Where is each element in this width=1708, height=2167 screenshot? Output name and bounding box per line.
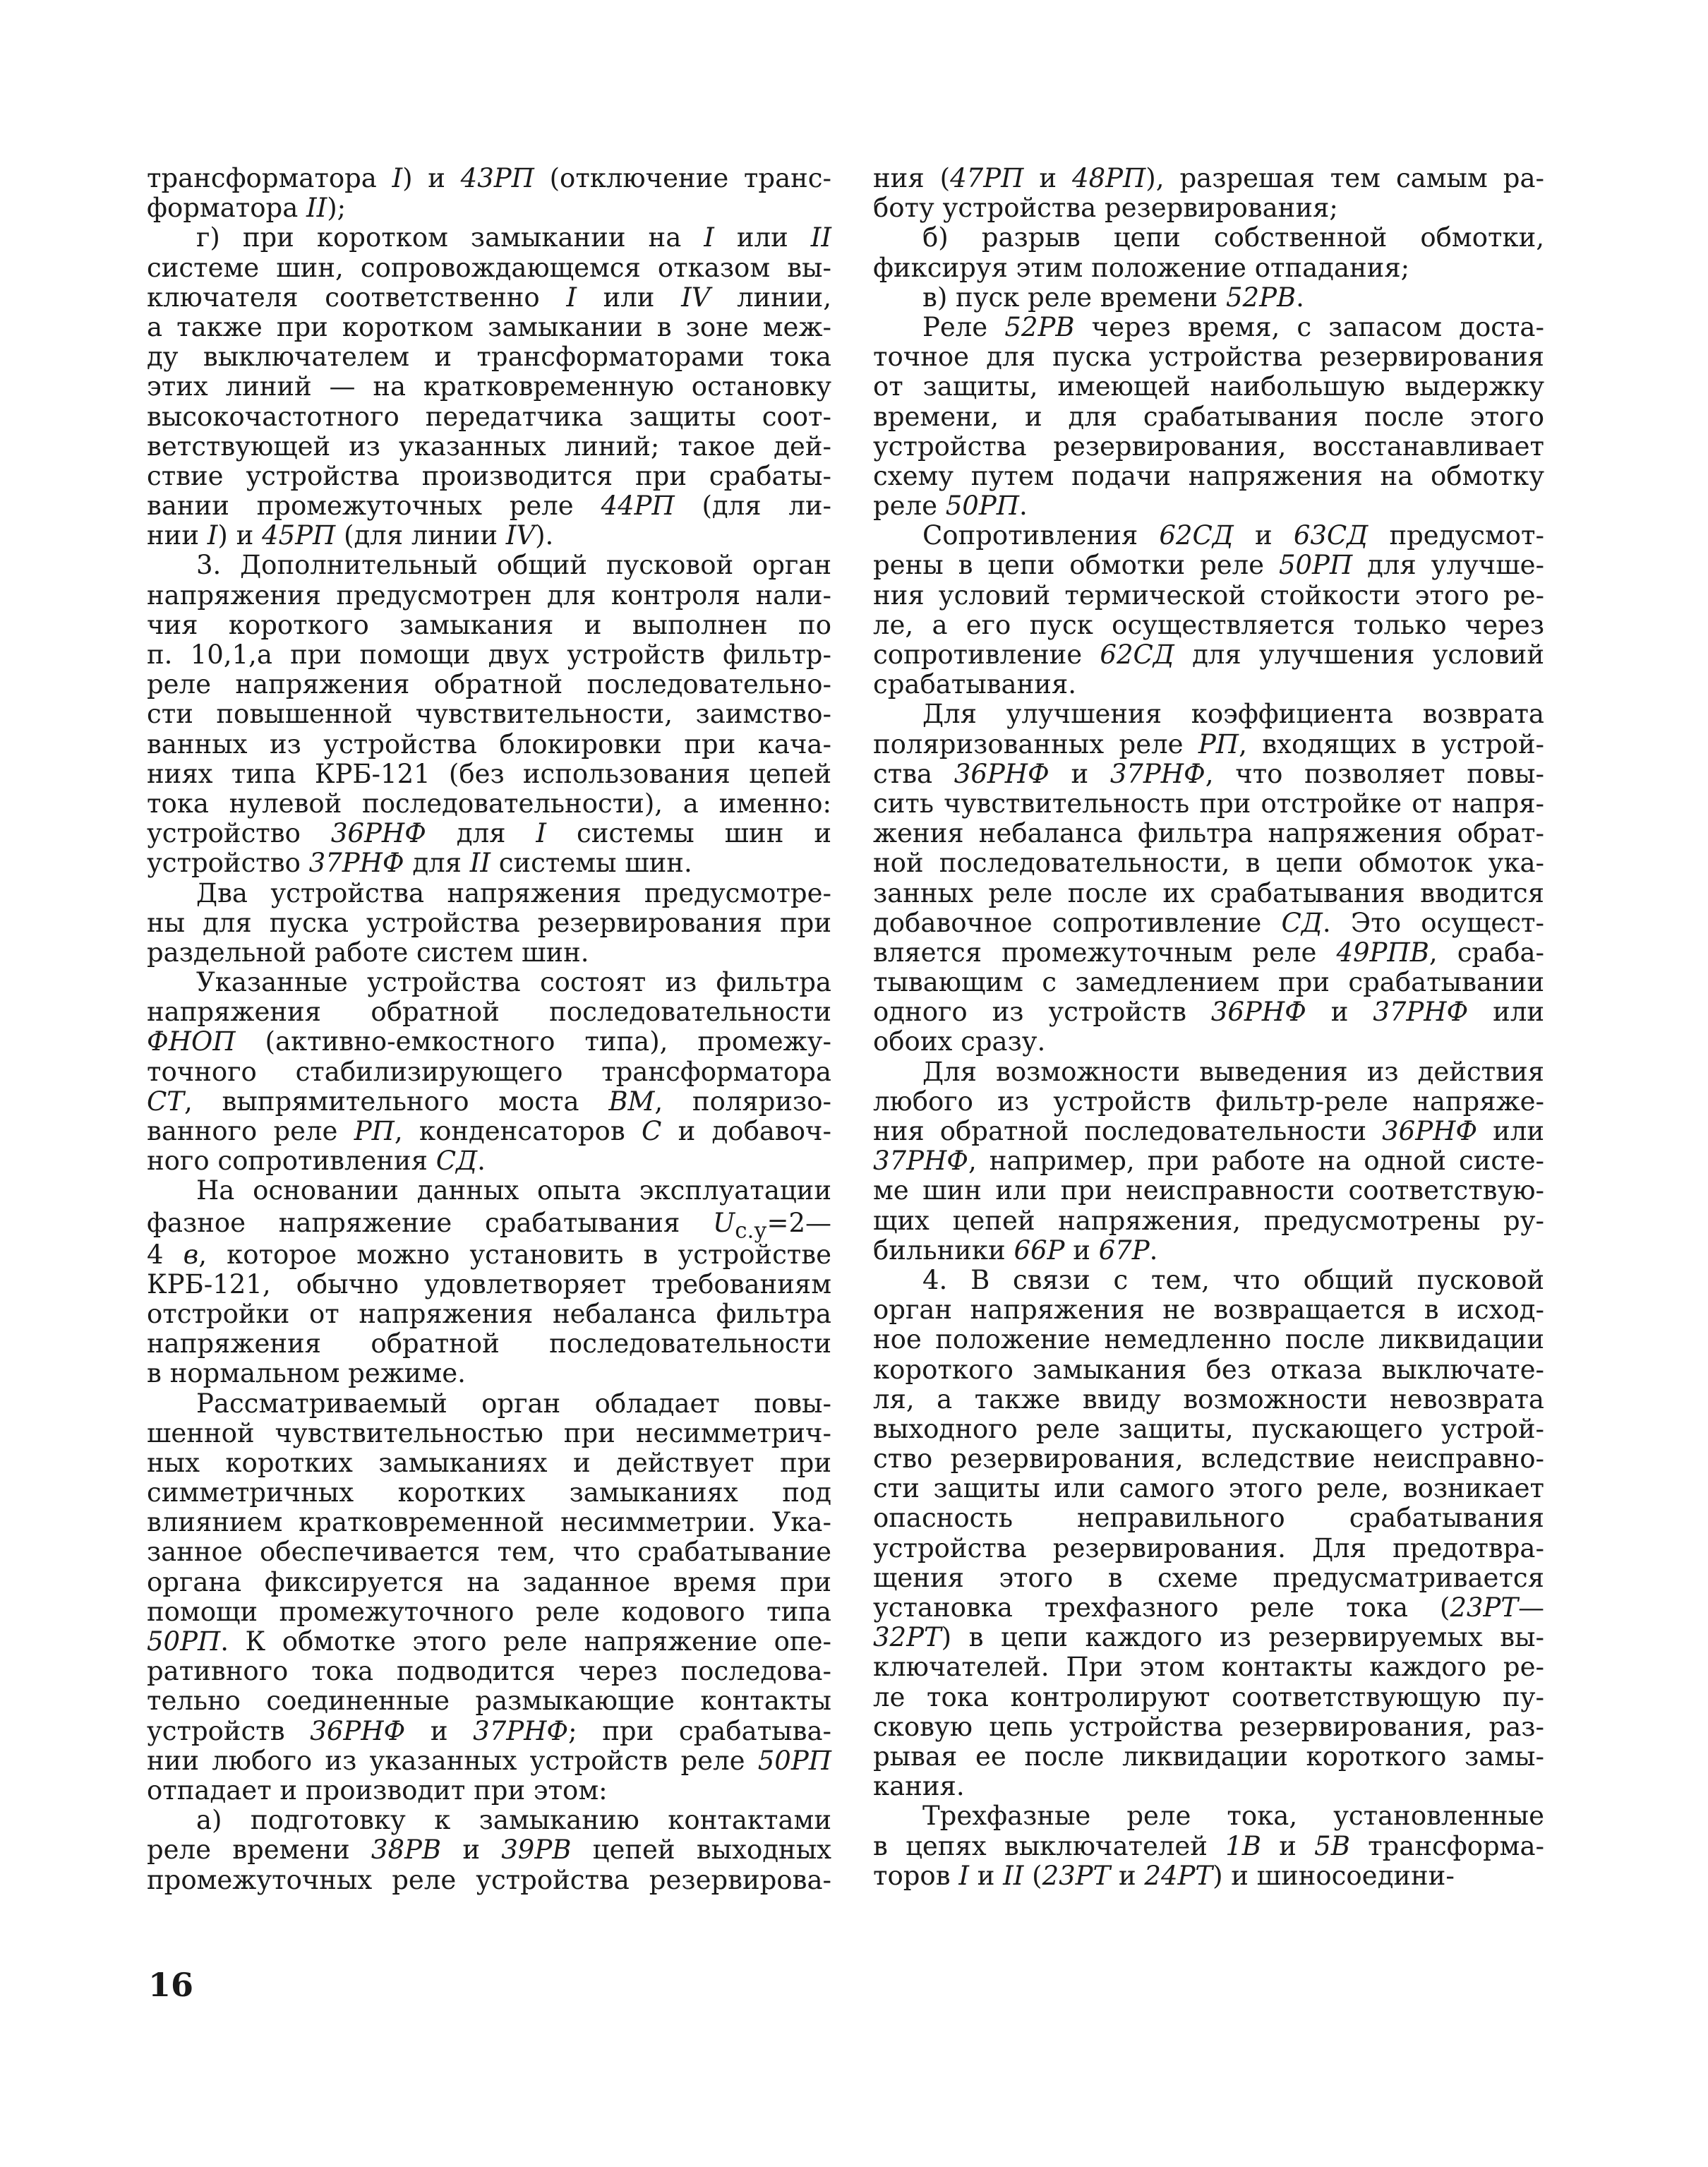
left-column-line: высокочастотного передатчика защиты соот- bbox=[147, 401, 831, 432]
left-column-line: а также при коротком замыкании в зоне меж- bbox=[147, 311, 831, 342]
right-column-line: выходного реле защиты, пускающего устрой- bbox=[873, 1413, 1544, 1444]
left-column-line: 4 в, которое можно установить в устройстве bbox=[147, 1239, 831, 1270]
left-column-line: КРБ-121, обычно удовлетворяет требованиям bbox=[147, 1268, 831, 1299]
left-column-line: ниях типа КРБ-121 (без использования цепей bbox=[147, 758, 831, 789]
right-column-line: Для улучшения коэффициента возврата bbox=[922, 699, 1544, 730]
right-column-line: ле тока контролируют соответствующую пу- bbox=[873, 1681, 1544, 1712]
left-column-line: влиянием кратковременной несимметрии. Ука- bbox=[147, 1507, 831, 1538]
left-column-line: ключателя соответственно I или IV линии, bbox=[147, 282, 831, 313]
right-column-line: реле 50РП. bbox=[873, 491, 1028, 522]
right-column-line: ме шин или при неисправности соответствую- bbox=[873, 1175, 1544, 1206]
right-column-line: ключателей. При этом контакты каждого ре- bbox=[873, 1652, 1544, 1683]
right-column-line: рывая ее после ликвидации короткого замы- bbox=[873, 1741, 1544, 1772]
right-column-line: устройства резервирования, восстанавливает bbox=[873, 431, 1544, 462]
right-column-line: ля, а также ввиду возможности невозврата bbox=[873, 1383, 1544, 1415]
right-column-line: ное положение немедленно после ликвидации bbox=[873, 1324, 1544, 1355]
right-column-line: от защиты, имеющей наибольшую выдержку bbox=[873, 371, 1544, 402]
right-column-line: ной последовательности, в цепи обмоток ука- bbox=[873, 848, 1544, 879]
right-column-line: любого из устройств фильтр-реле напряже- bbox=[873, 1086, 1544, 1117]
left-column-line: точного стабилизирующего трансформатора bbox=[147, 1056, 831, 1087]
left-column-line: а) подготовку к замыканию контактами bbox=[196, 1805, 831, 1836]
right-column-line: 37РНФ, например, при работе на одной систе- bbox=[873, 1146, 1544, 1177]
left-column-line: Указанные устройства состоят из фильтра bbox=[196, 967, 831, 998]
left-column-line: нии I) и 45РП (для линии IV). bbox=[147, 520, 554, 551]
left-column-line: тельно соединенные размыкающие контакты bbox=[147, 1686, 831, 1717]
right-column-line: одного из устройств 36РНФ и 37РНФ или bbox=[873, 997, 1545, 1028]
right-column-line: поляризованных реле РП, входящих в устрой- bbox=[873, 728, 1544, 760]
right-column-line: занных реле после их срабатывания вводится bbox=[873, 877, 1544, 908]
right-column-line: добавочное сопротивление СД. Это осущест- bbox=[873, 907, 1544, 938]
left-column-line: ФНОП (активно-емкостного типа), промежу- bbox=[147, 1026, 831, 1057]
right-column-line: в цепях выключателей 1В и 5В трансформа- bbox=[873, 1830, 1545, 1861]
right-column-line: Реле 52РВ через время, с запасом доста- bbox=[922, 311, 1544, 342]
left-column-line: реле времени 38РВ и 39РВ цепей выходных bbox=[147, 1835, 832, 1866]
right-column-line: в) пуск реле времени 52РВ. bbox=[922, 282, 1304, 313]
right-column-line: сить чувствительность при отстройке от напря- bbox=[873, 788, 1544, 819]
left-column-line: сти повышенной чувствительности, заимство- bbox=[147, 699, 831, 730]
left-column-line: Два устройства напряжения предусмотре- bbox=[196, 877, 831, 908]
right-column-line: срабатывания. bbox=[873, 669, 1077, 700]
left-column-line: в нормальном режиме. bbox=[147, 1358, 466, 1389]
left-column-line: ны для пуска устройства резервирования при bbox=[147, 907, 831, 938]
right-column-line: 4. В связи с тем, что общий пусковой bbox=[922, 1264, 1544, 1295]
right-column-line: Для возможности выведения из действия bbox=[922, 1056, 1544, 1087]
left-column-line: ванных из устройства блокировки при кача- bbox=[147, 728, 831, 760]
right-column-line: сковую цепь устройства резервирования, раз- bbox=[873, 1711, 1544, 1742]
right-column-line: торов I и II (23РТ и 24РТ) и шиносоедини- bbox=[873, 1860, 1455, 1891]
left-column-line: этих линий — на кратковременную остановку bbox=[147, 371, 831, 402]
left-column-line: ных коротких замыканиях и действует при bbox=[147, 1447, 831, 1478]
left-column-line: ду выключателем и трансформаторами тока bbox=[147, 342, 831, 373]
left-column-line: ративного тока подводится через последова- bbox=[147, 1656, 831, 1687]
right-column-line: точное для пуска устройства резервирования bbox=[873, 342, 1544, 373]
right-column-line: жения небаланса фильтра напряжения обрат- bbox=[873, 818, 1544, 849]
left-column-line: тока нулевой последовательности), а именно: bbox=[147, 788, 831, 819]
left-column-line: ствие устройства производится при срабаты- bbox=[147, 460, 831, 491]
right-column-line: бильники 66Р и 67Р. bbox=[873, 1235, 1158, 1266]
left-column-line: устройство 36РНФ для I системы шин и bbox=[147, 818, 831, 849]
left-column-line: реле напряжения обратной последовательно- bbox=[147, 669, 831, 700]
right-column-line: ства 36РНФ и 37РНФ, что позволяет повы- bbox=[873, 758, 1544, 789]
left-column-line: шенной чувствительностью при несимметрич- bbox=[147, 1417, 831, 1448]
left-column-line: чия короткого замыкания и выполнен по bbox=[147, 609, 831, 640]
left-column-line: ветствующей из указанных линий; такое дей- bbox=[147, 431, 831, 462]
right-column-line: б) разрыв цепи собственной обмотки, bbox=[922, 222, 1544, 253]
left-column-line: напряжения предусмотрен для контроля нали- bbox=[147, 580, 831, 611]
left-column-line: системе шин, сопровождающемся отказом вы- bbox=[147, 252, 831, 283]
right-column-line: щения этого в схеме предусматривается bbox=[873, 1562, 1544, 1593]
right-column-line: короткого замыкания без отказа выключате- bbox=[873, 1354, 1544, 1385]
left-column-line: раздельной работе систем шин. bbox=[147, 937, 589, 968]
right-column-line: 32РТ) в цепи каждого из резервируемых вы- bbox=[873, 1622, 1544, 1653]
right-column-line: боту устройства резервирования; bbox=[873, 193, 1338, 224]
left-column-line: отстройки от напряжения небаланса фильтра bbox=[147, 1298, 831, 1329]
left-column-line: фазное напряжение срабатывания $U_{с.у}=2—$ bbox=[147, 1207, 831, 1243]
right-column-line: установка трехфазного реле тока (23РТ— bbox=[873, 1592, 1544, 1623]
right-column-line: рены в цепи обмотки реле 50РП для улучше- bbox=[873, 550, 1544, 581]
left-column-line: СТ, выпрямительного моста ВМ, поляризо- bbox=[147, 1086, 831, 1117]
right-column-line: фиксируя этим положение отпадания; bbox=[873, 252, 1410, 283]
right-column-line: ле, а его пуск осуществляется только через bbox=[873, 609, 1544, 640]
left-column bbox=[147, 164, 831, 1895]
right-column-line: кания. bbox=[873, 1771, 965, 1802]
left-column-line: 50РП. К обмотке этого реле напряжение опе- bbox=[147, 1626, 831, 1657]
left-column-line: устройств 36РНФ и 37РНФ; при срабатыва- bbox=[147, 1715, 832, 1746]
right-column-line: опасность неправильного срабатывания bbox=[873, 1503, 1544, 1534]
left-column-line: отпадает и производит при этом: bbox=[147, 1775, 608, 1806]
right-column-line: ния обратной последовательности 36РНФ или bbox=[873, 1116, 1544, 1146]
left-column-line: симметричных коротких замыканиях под bbox=[147, 1477, 831, 1508]
page-number: 16 bbox=[148, 1966, 194, 2004]
left-column-line: ного сопротивления СД. bbox=[147, 1146, 486, 1177]
right-column-line: ния условий термической стойкости этого ре- bbox=[873, 580, 1544, 611]
right-column-line: времени, и для срабатывания после этого bbox=[873, 401, 1544, 432]
right-column-line: Сопротивления 62СД и 63СД предусмот- bbox=[922, 520, 1544, 551]
left-column-line: 3. Дополнительный общий пусковой орган bbox=[196, 550, 831, 581]
left-column-line: помощи промежуточного реле кодового типа bbox=[147, 1596, 831, 1627]
left-column-line: занное обеспечивается тем, что срабатывание bbox=[147, 1537, 831, 1568]
right-column bbox=[873, 164, 1544, 1891]
right-column-line: схему путем подачи напряжения на обмотку bbox=[873, 460, 1544, 491]
right-column-line: ния (47РП и 48РП), разрешая тем самым ра- bbox=[873, 163, 1545, 193]
right-column-line: орган напряжения не возвращается в исход- bbox=[873, 1295, 1544, 1326]
left-column-line: устройство 37РНФ для II системы шин. bbox=[147, 848, 692, 879]
left-column-line: нии любого из указанных устройств реле 50РП bbox=[147, 1745, 831, 1776]
right-column-line: сти защиты или самого этого реле, возникает bbox=[873, 1473, 1544, 1504]
right-column-line: устройства резервирования. Для предотвра- bbox=[873, 1532, 1544, 1563]
left-column-line: напряжения обратной последовательности bbox=[147, 997, 831, 1028]
left-column-line: трансформатора I) и 43РП (отключение транс- bbox=[147, 163, 832, 193]
right-column-line: Трехфазные реле тока, установленные bbox=[922, 1801, 1544, 1832]
left-column-line: промежуточных реле устройства резервирова- bbox=[147, 1864, 831, 1895]
right-column-line: вляется промежуточным реле 49РПВ, сраба- bbox=[873, 937, 1545, 968]
left-column-line: г) при коротком замыкании на I или II bbox=[196, 222, 831, 253]
left-column-line: форматора II); bbox=[147, 193, 347, 224]
left-column-line: вании промежуточных реле 44РП (для ли- bbox=[147, 491, 831, 522]
left-column-line: ванного реле РП, конденсаторов С и добавоч- bbox=[147, 1116, 831, 1146]
right-column-line: сопротивление 62СД для улучшения условий bbox=[873, 640, 1544, 670]
right-column-line: обоих сразу. bbox=[873, 1026, 1046, 1057]
right-column-line: ство резервирования, вследствие неисправно- bbox=[873, 1443, 1544, 1475]
left-column-line: напряжения обратной последовательности bbox=[147, 1328, 831, 1359]
right-column-line: щих цепей напряжения, предусмотрены ру- bbox=[873, 1205, 1544, 1236]
right-column-line: тывающим с замедлением при срабатывании bbox=[873, 967, 1544, 998]
left-column-line: п. 10,1,а при помощи двух устройств фильтр- bbox=[147, 640, 831, 670]
left-column-line: Рассматриваемый орган обладает повы- bbox=[196, 1388, 831, 1419]
left-column-line: органа фиксируется на заданное время при bbox=[147, 1566, 831, 1597]
left-column-line: На основании данных опыта эксплуатации bbox=[196, 1175, 831, 1206]
